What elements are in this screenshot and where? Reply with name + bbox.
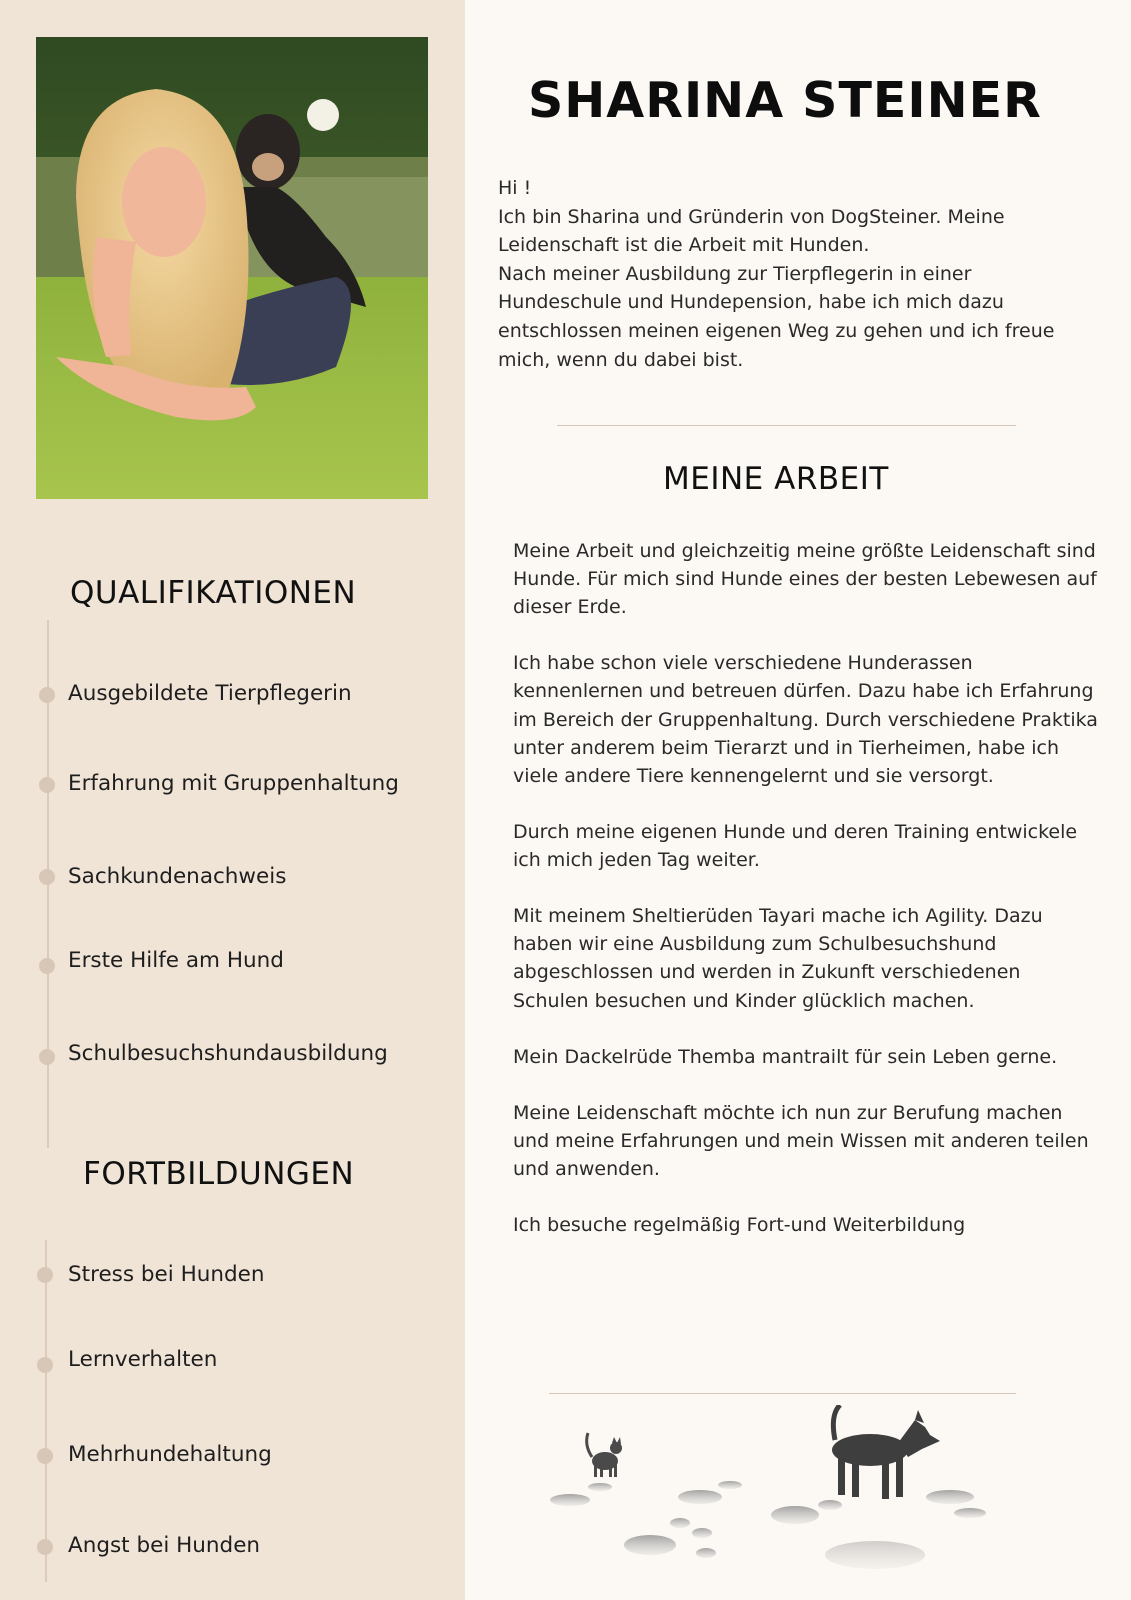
qualifikationen-title: QUALIFIKATIONEN	[70, 575, 357, 611]
arbeit-paragraph: Meine Leidenschaft möchte ich nun zur Berufung machen und meine Erfahrungen und mein Wissen mit anderen teilen und anwenden.	[513, 1101, 1089, 1181]
qualifikation-item: Sachkundenachweis	[68, 864, 287, 889]
section-divider	[557, 425, 1016, 426]
timeline-dot	[39, 958, 55, 974]
fortbildung-item: Mehrhundehaltung	[68, 1442, 272, 1467]
fortbildung-item: Stress bei Hunden	[68, 1262, 265, 1287]
fortbildung-item: Angst bei Hunden	[68, 1533, 261, 1558]
qualifikation-item: Schulbesuchshundausbildung	[68, 1041, 388, 1066]
arbeit-paragraph: Meine Arbeit und gleichzeitig meine größte Leidenschaft sind Hunde. Für mich sind Hunde eines der besten Lebewesen auf dieser Erde.	[513, 540, 1097, 619]
pawprints-icon	[550, 1481, 986, 1569]
arbeit-title: MEINE ARBEIT	[663, 461, 889, 497]
qualifikation-item: Erfahrung mit Gruppenhaltung	[68, 771, 399, 796]
dog-icon	[832, 1405, 940, 1499]
portrait-photo	[36, 37, 428, 499]
left-column	[0, 0, 465, 1600]
timeline-dot	[37, 1539, 53, 1555]
footer-divider	[549, 1393, 1016, 1394]
qualifikation-item: Ausgebildete Tierpflegerin	[68, 681, 352, 706]
arbeit-paragraph: Durch meine eigenen Hunde und deren Training entwickele ich mich jeden Tag weiter.	[513, 820, 1078, 872]
qualifikation-item: Erste Hilfe am Hund	[68, 948, 284, 973]
timeline-dot	[37, 1448, 53, 1464]
timeline-dot	[37, 1267, 53, 1283]
timeline-dot	[37, 1357, 53, 1373]
timeline-dot	[39, 687, 55, 703]
intro-line: Nach meiner Ausbildung zur Tierpflegerin in einer Hundeschule und Hundepension, habe ich mich dazu entschlossen meinen eigenen Weg zu gehen und ich freue mich, wenn du dabei bist.	[498, 262, 1055, 371]
arbeit-paragraph: Mit meinem Sheltierüden Tayari mache ich Agility. Dazu haben wir eine Ausbildung zum Schulbesuchshund abgeschlossen und werden in Zukunft verschiedenen Schulen besuchen und Kinder glücklich machen.	[513, 905, 1043, 1012]
intro-line: Hi !	[498, 177, 532, 199]
cat-icon	[587, 1433, 622, 1477]
person-name: SHARINA STEINER	[528, 72, 1042, 129]
arbeit-paragraph: Mein Dackelrüde Themba mantrailt für sein Leben gerne.	[513, 1045, 1058, 1068]
timeline-dot	[39, 869, 55, 885]
fortbildungen-title: FORTBILDUNGEN	[83, 1156, 355, 1192]
intro-text	[498, 174, 1098, 374]
arbeit-text	[513, 537, 1098, 1267]
fortbildungen-timeline-line	[45, 1240, 47, 1582]
arbeit-paragraph: Ich besuche regelmäßig Fort-und Weiterbildung	[513, 1214, 966, 1237]
cat-dog-pawprints-illustration	[530, 1405, 1010, 1590]
intro-line: Ich bin Sharina und Gründerin von DogSteiner. Meine Leidenschaft ist die Arbeit mit Hunden.	[498, 205, 1005, 257]
timeline-dot	[39, 1049, 55, 1065]
timeline-dot	[39, 777, 55, 793]
fortbildung-item: Lernverhalten	[68, 1347, 218, 1372]
arbeit-paragraph: Ich habe schon viele verschiedene Hunderassen kennenlernen und betreuen dürfen. Dazu habe ich Erfahrung im Bereich der Gruppenhaltung. Durch verschiedene Praktika unter anderem beim Tierarzt und in Tierheimen, habe ich viele andere Tiere kennengelernt und sie versorgt.	[513, 652, 1098, 787]
